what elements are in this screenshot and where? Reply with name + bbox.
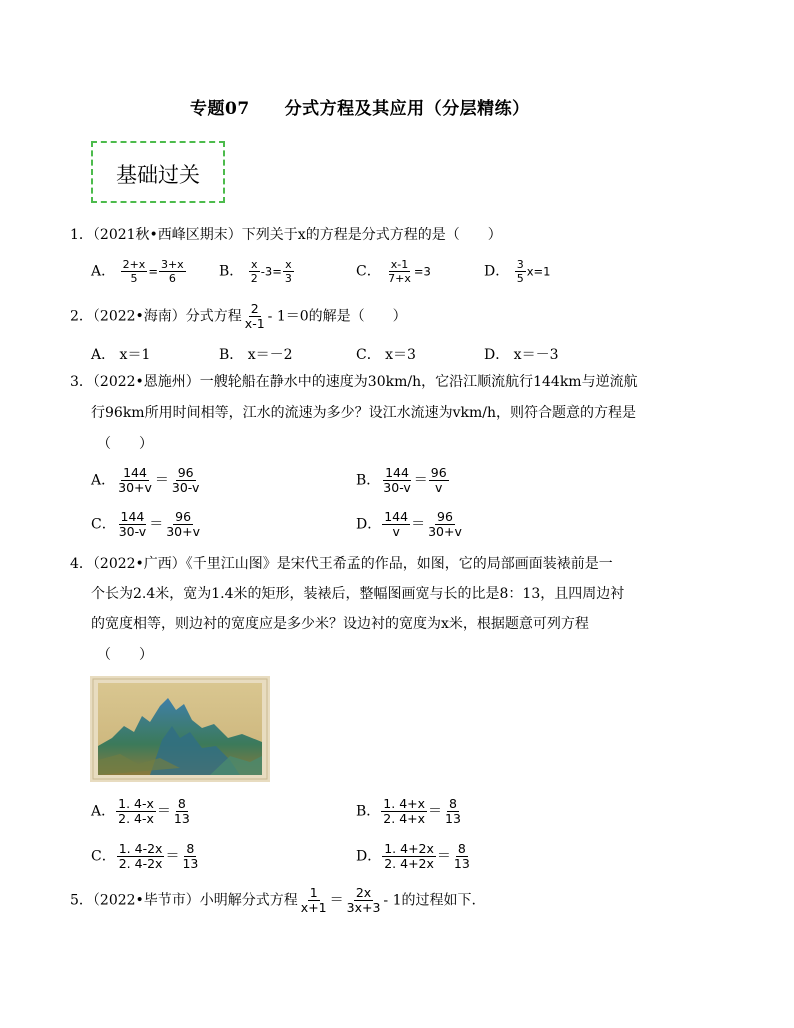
q3-option-c[interactable]: C． $\frac{144}{30-v}$ ＝ $\frac{96}{30+v}$ bbox=[91, 509, 200, 539]
fraction: $\frac{8}{13}$ bbox=[182, 841, 199, 871]
q4-option-b[interactable]: B． $\frac{1. 4+x}{2. 4+x}$ ＝ $\frac{8}{13}$ bbox=[356, 796, 461, 826]
q3-option-d[interactable]: D． $\frac{144}{v}$ ＝ $\frac{96}{30+v}$ bbox=[356, 509, 462, 539]
landscape-painting-image bbox=[90, 676, 270, 782]
fraction: $\frac{96}{30+v}$ bbox=[428, 509, 462, 539]
option-letter: D． bbox=[484, 263, 510, 280]
fraction: $\frac{144}{30-v}$ bbox=[383, 465, 411, 495]
fraction: $\frac{3+x}{6}$ bbox=[160, 258, 184, 285]
q1-option-d[interactable]: D． $\frac{3}{5}$ x=1 bbox=[484, 258, 551, 285]
fraction: $\frac{3}{5}$ bbox=[516, 258, 524, 285]
q4-option-a[interactable]: A． $\frac{1. 4-x}{2. 4-x}$ ＝ $\frac{8}{13}$ bbox=[91, 796, 190, 826]
page-title: 专题07 分式方程及其应用（分层精练） bbox=[190, 99, 530, 119]
section-badge bbox=[91, 141, 225, 203]
fraction: $\frac{1. 4-x}{2. 4-x}$ bbox=[118, 796, 154, 826]
fraction: $\frac{x-1}{7+x}$ bbox=[388, 258, 411, 285]
question-5-stem: 5．（2022•毕节市）小明解分式方程 $\frac{1}{x+1}$ ＝ $\frac{2x}{3x+3}$ - 1的过程如下. bbox=[70, 885, 476, 915]
q2-option-a[interactable]: A． x＝1 bbox=[91, 347, 151, 363]
fraction: $\frac{144}{30-v}$ bbox=[118, 509, 147, 539]
q2-option-c[interactable]: C． x＝3 bbox=[356, 347, 416, 363]
q4-option-c[interactable]: C． $\frac{1. 4-2x}{2. 4-2x}$ ＝ $\frac{8}{13}$ bbox=[91, 841, 199, 871]
fraction: $\frac{x}{3}$ bbox=[284, 258, 292, 285]
fraction: $\frac{8}{13}$ bbox=[173, 796, 190, 826]
question-4-line-1: 4．（2022•广西）《千里江山图》是宋代王希孟的作品，如图，它的局部画面装裱前是一 bbox=[70, 556, 613, 572]
fraction: $\frac{1. 4-2x}{2. 4-2x}$ bbox=[118, 841, 163, 871]
fraction: $\frac{1. 4+2x}{2. 4+2x}$ bbox=[384, 841, 434, 871]
section-label: 基础过关 bbox=[116, 163, 200, 187]
fraction: $\frac{x}{2}$ bbox=[250, 258, 258, 285]
q4-option-d[interactable]: D． $\frac{1. 4+2x}{2. 4+2x}$ ＝ $\frac{8}{13}$ bbox=[356, 841, 470, 871]
q3-option-b[interactable]: B． $\frac{144}{30-v}$ ＝ $\frac{96}{v}$ bbox=[356, 465, 447, 495]
question-4-line-3: 的宽度相等，则边衬的宽度应是多少米？设边衬的宽度为x米，根据题意可列方程 bbox=[91, 616, 589, 632]
question-3-line-1: 3．（2022•恩施州）一艘轮船在静水中的速度为30km/h，它沿江顺流航行144km与逆流航 bbox=[70, 374, 638, 390]
fraction: $\frac{96}{30-v}$ bbox=[171, 465, 200, 495]
question-3-line-3: （ ） bbox=[97, 436, 153, 452]
question-4-line-2: 个长为2.4米，宽为1.4米的矩形，装裱后，整幅图画宽与长的比是8：13，且四周边衬 bbox=[91, 586, 625, 602]
q1-option-c[interactable]: C． $\frac{x-1}{7+x}$ =3 bbox=[356, 258, 431, 285]
fraction: $\frac{2+x}{5}$ bbox=[122, 258, 146, 285]
fraction: $\frac{2}{x-1}$ bbox=[244, 301, 265, 331]
fraction: $\frac{144}{v}$ bbox=[384, 509, 409, 539]
option-letter: B． bbox=[219, 263, 244, 280]
fraction: $\frac{1. 4+x}{2. 4+x}$ bbox=[383, 796, 426, 826]
question-3-line-2: 行96km所用时间相等，江水的流速为多少？设江水流速为vkm/h，则符合题意的方程是 bbox=[91, 405, 636, 421]
q2-option-d[interactable]: D． x＝－3 bbox=[484, 347, 559, 363]
option-letter: C． bbox=[356, 263, 381, 280]
q1-option-b[interactable]: B． $\frac{x}{2}$ -3= $\frac{x}{3}$ bbox=[219, 258, 292, 285]
fraction: $\frac{8}{13}$ bbox=[445, 796, 461, 826]
q3-option-a[interactable]: A． $\frac{144}{30+v}$ ＝ $\frac{96}{30-v}$ bbox=[91, 465, 200, 495]
question-2-stem: 2．（2022•海南）分式方程 $\frac{2}{x-1}$ - 1＝0的解是（ ） bbox=[70, 301, 407, 331]
fraction: $\frac{8}{13}$ bbox=[453, 841, 470, 871]
fraction: $\frac{96}{v}$ bbox=[430, 465, 447, 495]
option-letter: A． bbox=[91, 263, 116, 280]
fraction: $\frac{2x}{3x+3}$ bbox=[346, 885, 381, 915]
fraction: $\frac{96}{30+v}$ bbox=[166, 509, 200, 539]
q1-option-a[interactable]: A． $\frac{2+x}{5}$ = $\frac{3+x}{6}$ bbox=[91, 258, 184, 285]
question-1-stem: 1．（2021秋•西峰区期末）下列关于x的方程是分式方程的是（ ） bbox=[70, 227, 502, 243]
q2-option-b[interactable]: B． x＝－2 bbox=[219, 347, 293, 363]
fraction: $\frac{1}{x+1}$ bbox=[300, 885, 327, 915]
fraction: $\frac{144}{30+v}$ bbox=[118, 465, 152, 495]
question-4-line-4: （ ） bbox=[97, 647, 153, 663]
